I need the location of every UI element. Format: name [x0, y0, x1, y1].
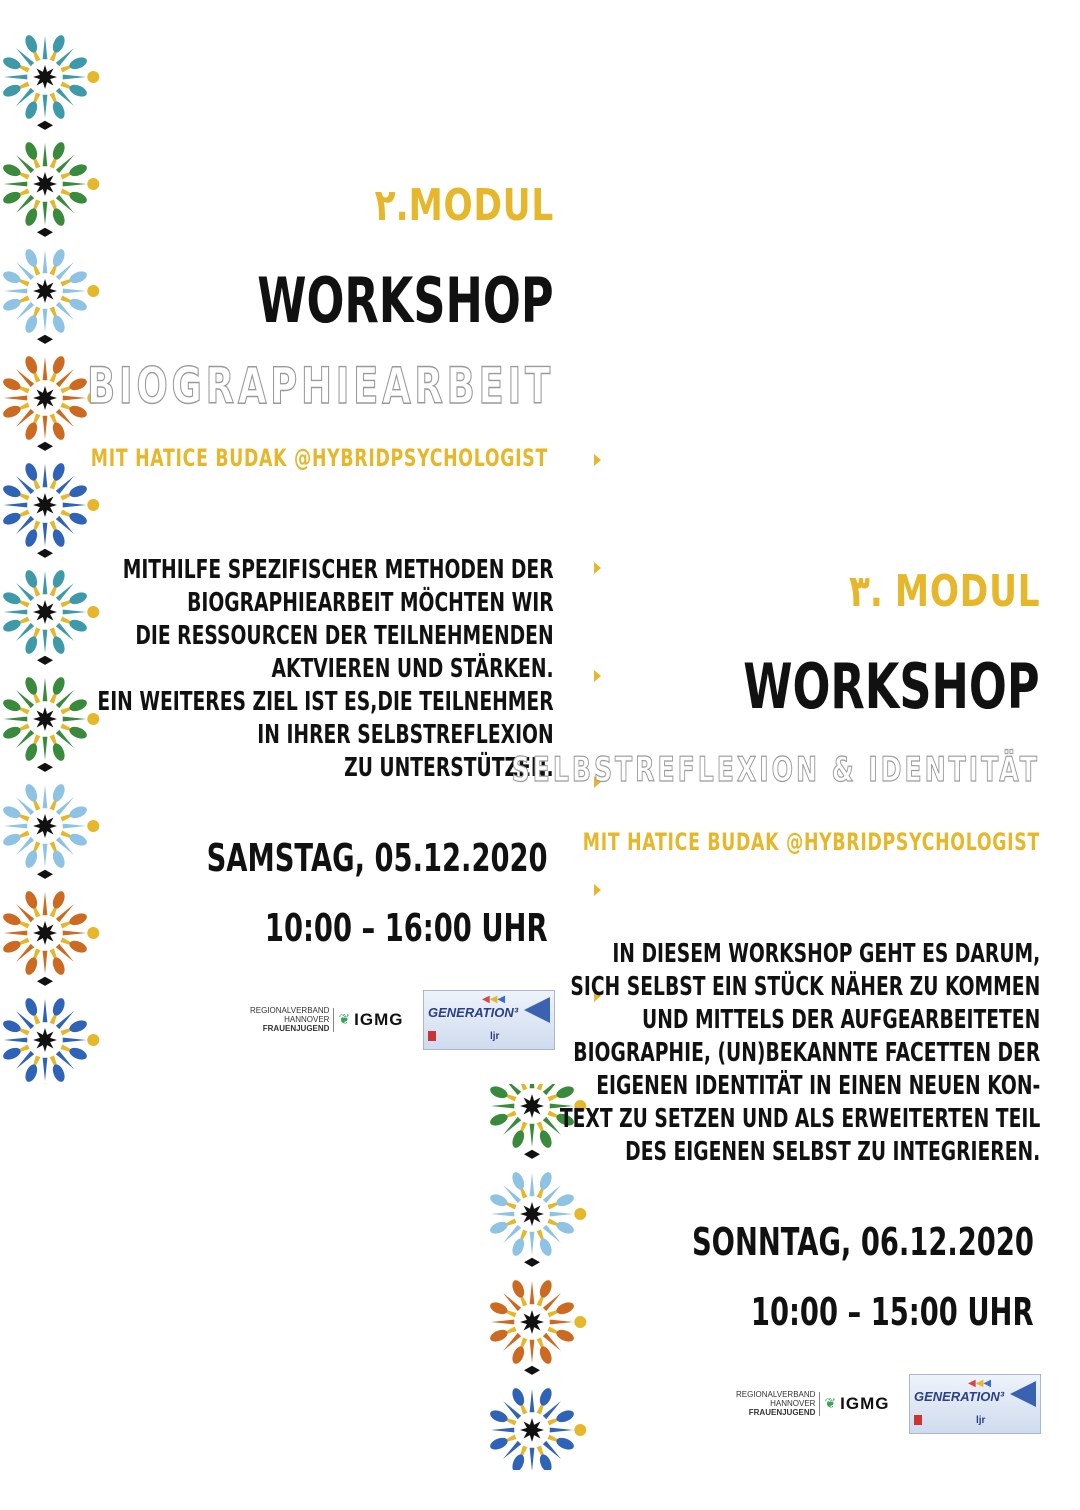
module2-heading: ٢.MODUL [374, 180, 554, 231]
rosette-tile [0, 459, 99, 558]
lower-saxony-icon [914, 1415, 922, 1425]
module2-subtitle: BIOGRAPHIEARBEIT [87, 357, 554, 415]
igmg-logo: IGMG [354, 1009, 404, 1029]
rosette-tile [0, 32, 99, 130]
marker-3 [594, 670, 601, 682]
module3-org-logo [736, 1390, 890, 1417]
rosette-tile [0, 138, 99, 237]
org-line1: REGIONALVERBAND [736, 1390, 816, 1399]
igmg-leaf-icon: ❦ [338, 1011, 351, 1028]
module3-date: SONNTAG, 06.12.2020 [692, 1220, 1034, 1264]
org-line2: HANNOVER [284, 1015, 330, 1024]
arrows-icon: ◀◀◀ [482, 994, 506, 1005]
ljr-text: ljr [976, 1415, 986, 1426]
marker-1 [594, 454, 601, 466]
igmg-logo: IGMG [840, 1393, 890, 1413]
org-line2: HANNOVER [770, 1399, 816, 1408]
module2-date: SAMSTAG, 05.12.2020 [207, 836, 548, 880]
module3-generation-logo [909, 1374, 1041, 1434]
rosette-tile [0, 887, 99, 986]
rosette-tile [486, 1276, 586, 1375]
ljr-text: ljr [490, 1031, 500, 1042]
marker-5 [594, 884, 601, 896]
rosette-tile [0, 245, 99, 344]
module2-time: 10:00 – 16:00 UHR [265, 906, 548, 950]
marker-2 [594, 562, 601, 574]
module3-subtitle: SELBSTREFLEXION & IDENTITÄT [511, 750, 1040, 790]
arrows-icon: ◀◀◀ [968, 1378, 992, 1389]
module3-description: IN DIESEM WORKSHOP GEHT ES DARUM, SICH SELBST EIN STÜCK NÄHER ZU KOMMEN UND MITTELS DER AUFGEARBEITETEN BIOGRAPHIE, (UN)BEKANNTE FACETTEN DER EIGENEN IDENTITÄT IN EINEN NEUEN KON- TEXT ZU SETZEN UND ALS ERWEITERTEN TEIL DES EIGENEN SELBST ZU INTEGRIEREN. [559, 939, 1040, 1167]
module3-heading: ٣. MODUL [848, 566, 1040, 617]
org-line1: REGIONALVERBAND [250, 1006, 330, 1015]
generation-text: GENERATION³ [428, 1005, 519, 1020]
rosette-tile [486, 1384, 586, 1470]
module3-time: 10:00 – 15:00 UHR [751, 1290, 1034, 1334]
module3-title: WORKSHOP [743, 650, 1040, 723]
org-line3: FRAUENJUGEND [262, 1024, 330, 1033]
rosette-tile [0, 994, 99, 1084]
module2-facilitator: MIT HATICE BUDAK @HYBRIDPSYCHOLOGIST [90, 444, 548, 472]
gen-badge-icon [1010, 1381, 1036, 1407]
org-line3: FRAUENJUGEND [748, 1408, 816, 1417]
module2-title: WORKSHOP [257, 264, 554, 337]
igmg-leaf-icon: ❦ [824, 1395, 837, 1412]
module3-facilitator: MIT HATICE BUDAK @HYBRIDPSYCHOLOGIST [582, 828, 1040, 856]
module2-description: MITHILFE SPEZIFISCHER METHODEN DER BIOGRAPHIEARBEIT MÖCHTEN WIR DIE RESSOURCEN DER TEILNEHMENDEN AKTVIEREN UND STÄRKEN. EIN WEITERES ZIEL IST ES,DIE TEILNEHMER IN IHRER SELBSTREFLEXION ZU UNTERSTÜTZEN. [97, 555, 554, 783]
generation-text: GENERATION³ [914, 1389, 1005, 1404]
